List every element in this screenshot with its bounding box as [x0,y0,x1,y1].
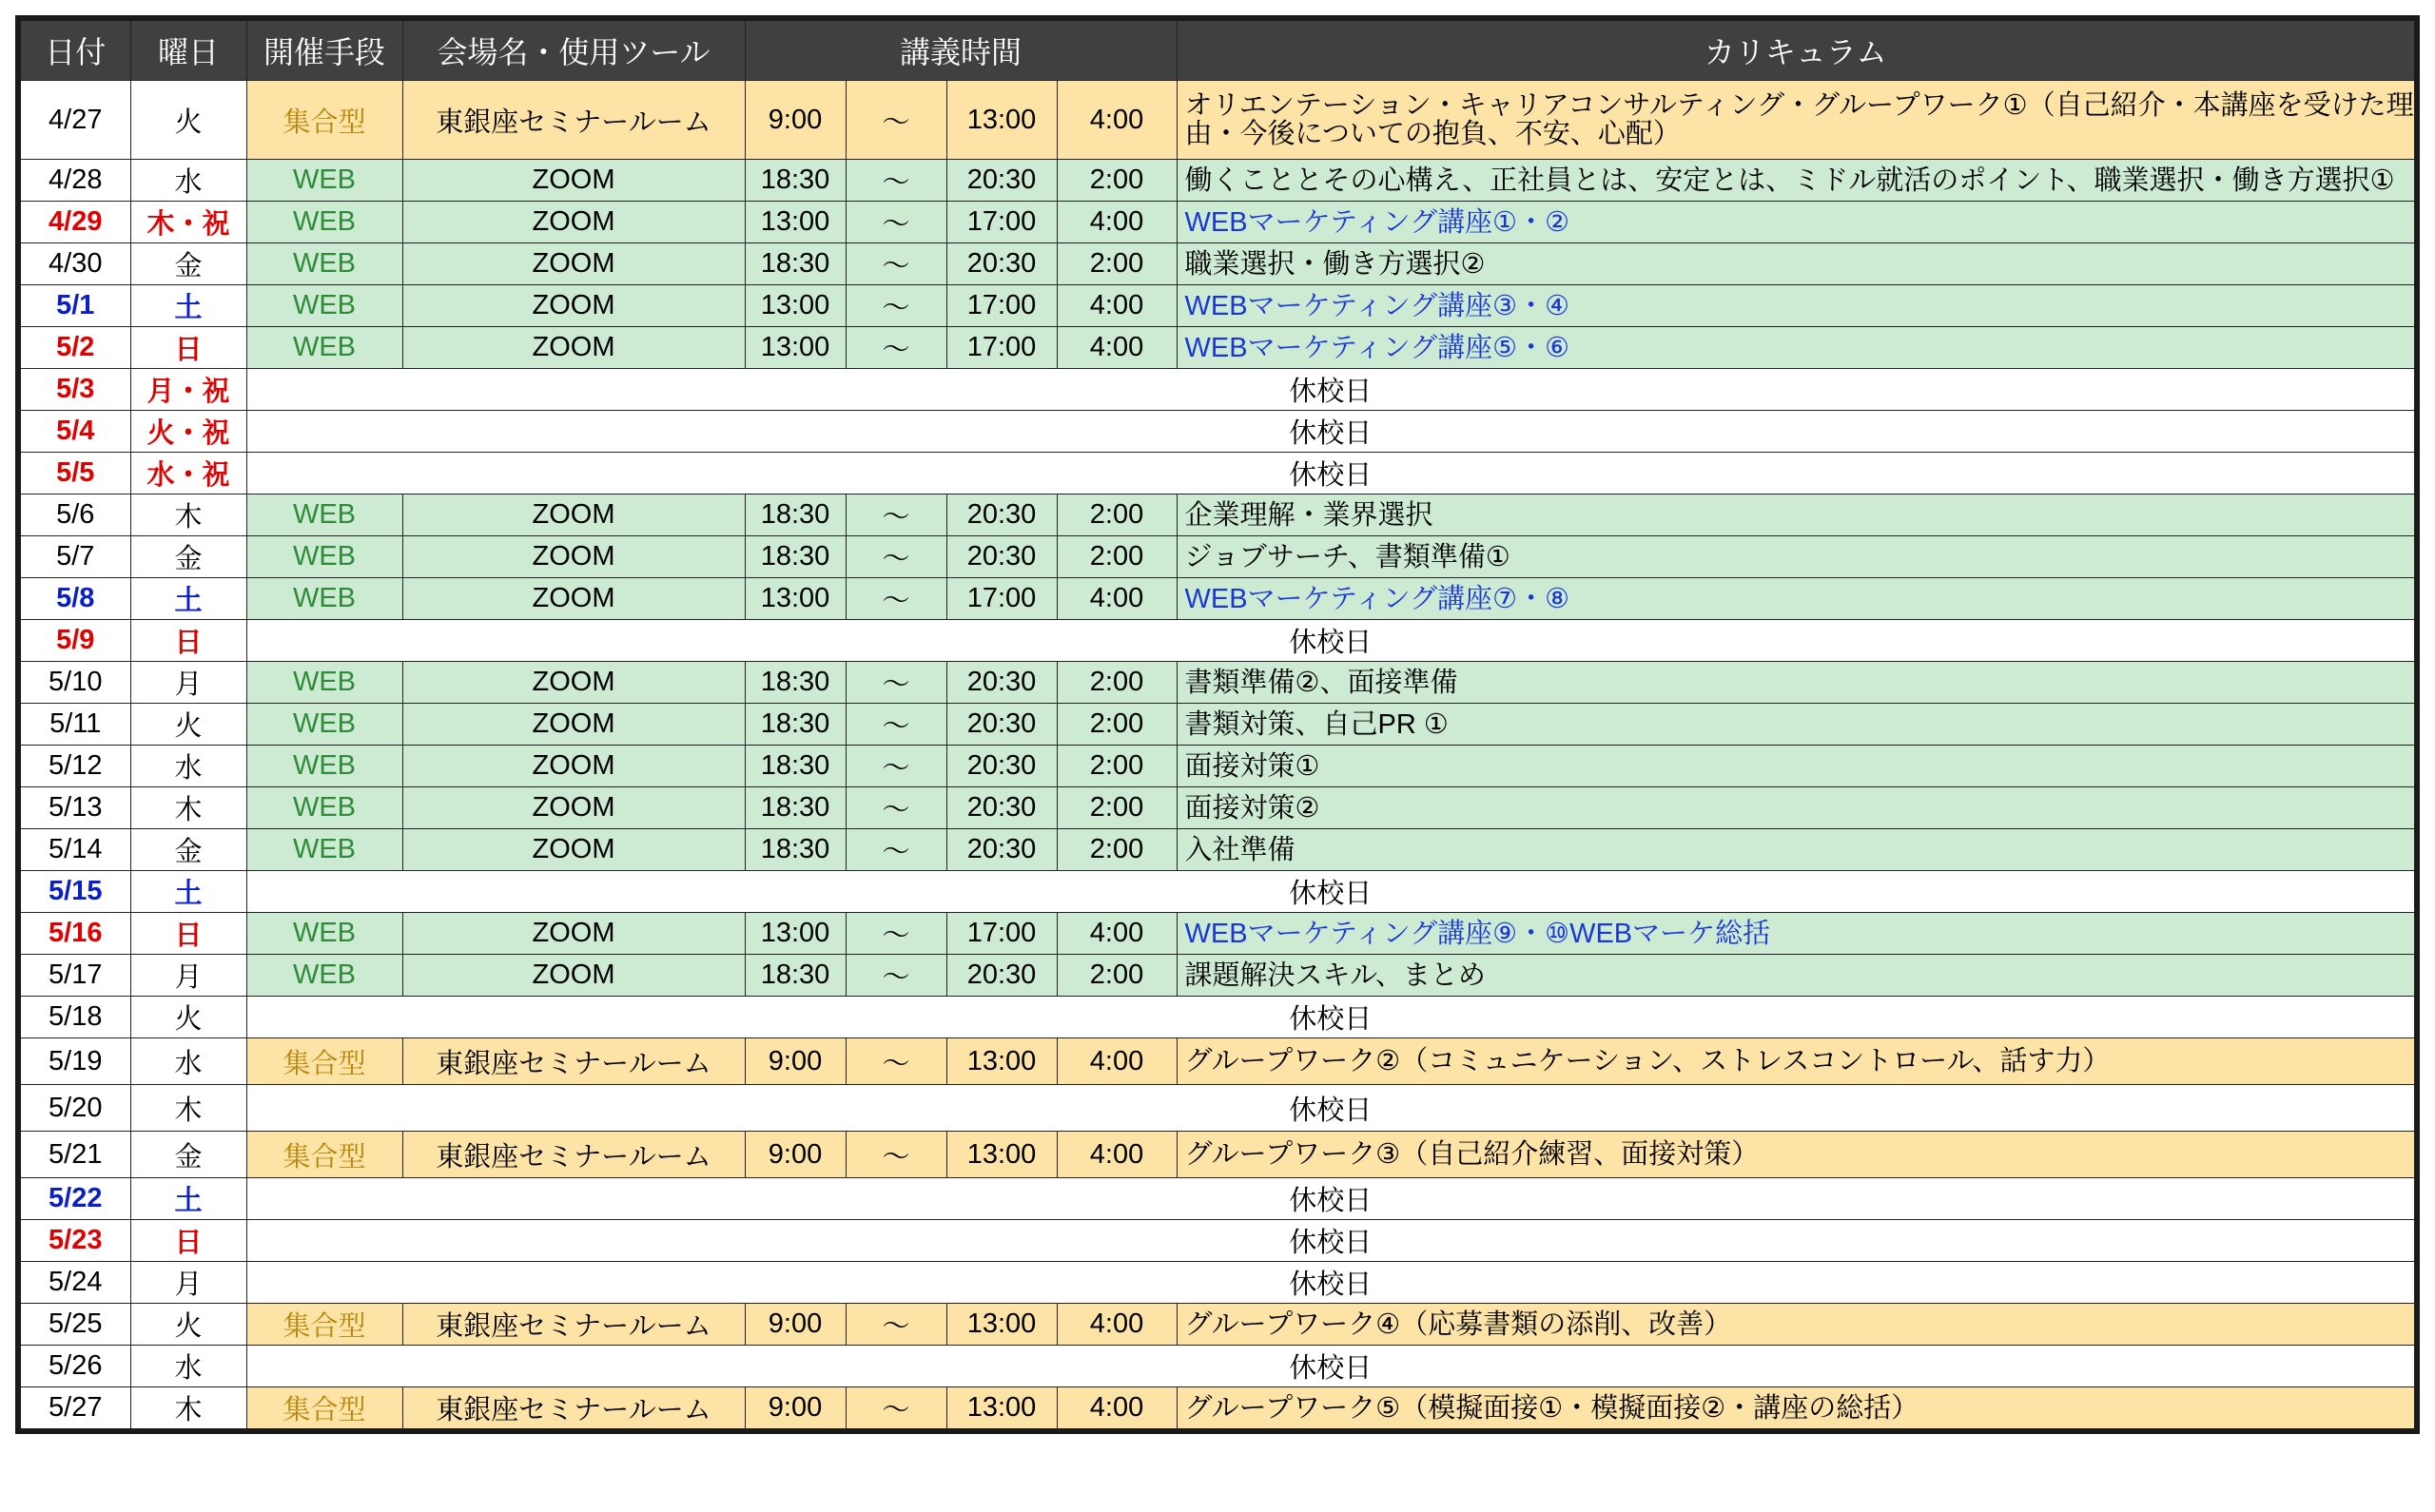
date-cell: 5/20 [18,1085,130,1132]
weekday-cell: 金 [130,243,246,285]
table-row [18,536,2417,578]
date-cell: 5/21 [18,1132,130,1178]
table-row [18,81,2417,160]
weekday-cell: 木 [130,1085,246,1132]
curriculum-cell: WEBマーケティング講座⑤・⑥ [1177,327,2417,369]
curriculum-cell: 課題解決スキル、まとめ [1177,955,2417,997]
venue-cell: ZOOM [402,746,745,787]
duration-cell: 2:00 [1057,704,1177,746]
end-time-cell: 17:00 [946,913,1057,955]
end-time-cell: 20:30 [946,829,1057,871]
time-separator-cell: 〜 [846,662,946,704]
table-row [18,620,2417,662]
weekday-cell: 月 [130,1262,246,1304]
date-cell: 5/4 [18,411,130,453]
time-separator-cell: 〜 [846,243,946,285]
curriculum-cell: WEBマーケティング講座③・④ [1177,285,2417,327]
closed-cell: 休校日 [246,1085,2417,1132]
weekday-cell: 月・祝 [130,369,246,411]
weekday-cell: 土 [130,578,246,620]
venue-cell: ZOOM [402,955,745,997]
mode-cell: 集合型 [246,1132,402,1178]
date-cell: 5/8 [18,578,130,620]
curriculum-cell: WEBマーケティング講座①・② [1177,202,2417,243]
date-cell: 4/28 [18,160,130,202]
mode-cell: WEB [246,536,402,578]
end-time-cell: 13:00 [946,1038,1057,1085]
header-mode: 開催手段 [246,18,402,81]
end-time-cell: 13:00 [946,1304,1057,1346]
venue-cell: 東銀座セミナールーム [402,1304,745,1346]
table-row [18,1085,2417,1132]
duration-cell: 2:00 [1057,829,1177,871]
time-separator-cell: 〜 [846,704,946,746]
curriculum-cell: グループワーク⑤（模擬面接①・模擬面接②・講座の総括） [1177,1387,2417,1432]
weekday-cell: 日 [130,1220,246,1262]
weekday-cell: 土 [130,871,246,913]
date-cell: 5/15 [18,871,130,913]
duration-cell: 2:00 [1057,243,1177,285]
date-cell: 5/5 [18,453,130,494]
table-row [18,411,2417,453]
weekday-cell: 火 [130,704,246,746]
date-cell: 5/13 [18,787,130,829]
date-cell: 5/14 [18,829,130,871]
header-date: 日付 [18,18,130,81]
curriculum-cell: 書類対策、自己PR ① [1177,704,2417,746]
start-time-cell: 18:30 [745,243,846,285]
start-time-cell: 18:30 [745,494,846,536]
table-row [18,494,2417,536]
mode-cell: WEB [246,494,402,536]
table-row [18,1038,2417,1085]
table-row [18,1178,2417,1220]
time-separator-cell: 〜 [846,327,946,369]
mode-cell: WEB [246,829,402,871]
weekday-cell: 月 [130,662,246,704]
table-row [18,997,2417,1038]
venue-cell: ZOOM [402,662,745,704]
end-time-cell: 17:00 [946,327,1057,369]
date-cell: 5/19 [18,1038,130,1085]
schedule-wrapper [15,15,2420,1434]
time-separator-cell: 〜 [846,1387,946,1432]
weekday-cell: 水 [130,746,246,787]
date-cell: 5/17 [18,955,130,997]
start-time-cell: 13:00 [745,578,846,620]
start-time-cell: 9:00 [745,1304,846,1346]
header-venue: 会場名・使用ツール [402,18,745,81]
venue-cell: ZOOM [402,787,745,829]
weekday-cell: 金 [130,1132,246,1178]
date-cell: 5/7 [18,536,130,578]
start-time-cell: 18:30 [745,787,846,829]
date-cell: 5/22 [18,1178,130,1220]
curriculum-cell: オリエンテーション・キャリアコンサルティング・グループワーク①（自己紹介・本講座を受けた理由・今後についての抱負、不安、心配） [1177,81,2417,160]
end-time-cell: 20:30 [946,787,1057,829]
table-row [18,704,2417,746]
weekday-cell: 水・祝 [130,453,246,494]
venue-cell: 東銀座セミナールーム [402,1132,745,1178]
table-row [18,1262,2417,1304]
venue-cell: ZOOM [402,578,745,620]
end-time-cell: 13:00 [946,81,1057,160]
end-time-cell: 17:00 [946,202,1057,243]
mode-cell: 集合型 [246,1038,402,1085]
weekday-cell: 土 [130,1178,246,1220]
header-weekday: 曜日 [130,18,246,81]
mode-cell: WEB [246,160,402,202]
closed-cell: 休校日 [246,453,2417,494]
curriculum-cell: グループワーク③（自己紹介練習、面接対策） [1177,1132,2417,1178]
start-time-cell: 13:00 [745,285,846,327]
start-time-cell: 13:00 [745,327,846,369]
end-time-cell: 20:30 [946,746,1057,787]
duration-cell: 4:00 [1057,1132,1177,1178]
start-time-cell: 18:30 [745,955,846,997]
weekday-cell: 木 [130,494,246,536]
mode-cell: 集合型 [246,1387,402,1432]
date-cell: 5/23 [18,1220,130,1262]
start-time-cell: 9:00 [745,1038,846,1085]
curriculum-cell: 入社準備 [1177,829,2417,871]
duration-cell: 4:00 [1057,1304,1177,1346]
weekday-cell: 火 [130,997,246,1038]
date-cell: 5/11 [18,704,130,746]
venue-cell: 東銀座セミナールーム [402,81,745,160]
time-separator-cell: 〜 [846,746,946,787]
start-time-cell: 18:30 [745,704,846,746]
table-row [18,453,2417,494]
date-cell: 5/24 [18,1262,130,1304]
table-row [18,829,2417,871]
table-row [18,202,2417,243]
table-row [18,369,2417,411]
mode-cell: WEB [246,327,402,369]
weekday-cell: 水 [130,1038,246,1085]
duration-cell: 4:00 [1057,285,1177,327]
weekday-cell: 日 [130,327,246,369]
start-time-cell: 9:00 [745,1387,846,1432]
mode-cell: WEB [246,578,402,620]
mode-cell: WEB [246,243,402,285]
venue-cell: 東銀座セミナールーム [402,1038,745,1085]
start-time-cell: 18:30 [745,829,846,871]
closed-cell: 休校日 [246,1346,2417,1387]
header-time: 講義時間 [745,18,1177,81]
curriculum-cell: ジョブサーチ、書類準備① [1177,536,2417,578]
venue-cell: ZOOM [402,494,745,536]
table-row [18,285,2417,327]
mode-cell: WEB [246,704,402,746]
weekday-cell: 月 [130,955,246,997]
date-cell: 5/27 [18,1387,130,1432]
mode-cell: WEB [246,202,402,243]
venue-cell: ZOOM [402,536,745,578]
curriculum-cell: 働くこととその心構え、正社員とは、安定とは、ミドル就活のポイント、職業選択・働き方選択① [1177,160,2417,202]
schedule-body [18,81,2417,1432]
duration-cell: 4:00 [1057,578,1177,620]
table-row [18,1346,2417,1387]
venue-cell: ZOOM [402,913,745,955]
closed-cell: 休校日 [246,1178,2417,1220]
time-separator-cell: 〜 [846,1304,946,1346]
date-cell: 5/1 [18,285,130,327]
time-separator-cell: 〜 [846,829,946,871]
curriculum-cell: グループワーク②（コミュニケーション、ストレスコントロール、話す力） [1177,1038,2417,1085]
date-cell: 5/2 [18,327,130,369]
duration-cell: 4:00 [1057,327,1177,369]
curriculum-cell: 書類準備②、面接準備 [1177,662,2417,704]
time-separator-cell: 〜 [846,202,946,243]
duration-cell: 2:00 [1057,160,1177,202]
venue-cell: ZOOM [402,285,745,327]
end-time-cell: 20:30 [946,662,1057,704]
date-cell: 4/29 [18,202,130,243]
date-cell: 4/30 [18,243,130,285]
time-separator-cell: 〜 [846,955,946,997]
curriculum-cell: グループワーク④（応募書類の添削、改善） [1177,1304,2417,1346]
time-separator-cell: 〜 [846,787,946,829]
duration-cell: 4:00 [1057,81,1177,160]
end-time-cell: 20:30 [946,704,1057,746]
header-curriculum: カリキュラム [1177,18,2417,81]
time-separator-cell: 〜 [846,1132,946,1178]
table-row [18,243,2417,285]
duration-cell: 4:00 [1057,1038,1177,1085]
date-cell: 5/18 [18,997,130,1038]
start-time-cell: 18:30 [745,536,846,578]
weekday-cell: 火 [130,1304,246,1346]
end-time-cell: 20:30 [946,536,1057,578]
table-row [18,746,2417,787]
end-time-cell: 20:30 [946,243,1057,285]
curriculum-cell: WEBマーケティング講座⑨・⑩WEBマーケ総括 [1177,913,2417,955]
weekday-cell: 木 [130,787,246,829]
date-cell: 5/3 [18,369,130,411]
end-time-cell: 20:30 [946,494,1057,536]
end-time-cell: 13:00 [946,1132,1057,1178]
table-row [18,871,2417,913]
closed-cell: 休校日 [246,369,2417,411]
mode-cell: WEB [246,746,402,787]
table-row [18,327,2417,369]
table-row [18,662,2417,704]
duration-cell: 4:00 [1057,913,1177,955]
weekday-cell: 日 [130,620,246,662]
date-cell: 5/9 [18,620,130,662]
duration-cell: 2:00 [1057,536,1177,578]
mode-cell: 集合型 [246,1304,402,1346]
curriculum-cell: 面接対策② [1177,787,2417,829]
start-time-cell: 13:00 [745,202,846,243]
weekday-cell: 金 [130,829,246,871]
venue-cell: ZOOM [402,704,745,746]
date-cell: 5/16 [18,913,130,955]
duration-cell: 2:00 [1057,494,1177,536]
closed-cell: 休校日 [246,1262,2417,1304]
table-row [18,578,2417,620]
time-separator-cell: 〜 [846,81,946,160]
venue-cell: ZOOM [402,243,745,285]
curriculum-cell: 面接対策① [1177,746,2417,787]
time-separator-cell: 〜 [846,285,946,327]
table-row [18,1220,2417,1262]
date-cell: 5/6 [18,494,130,536]
curriculum-cell: 企業理解・業界選択 [1177,494,2417,536]
time-separator-cell: 〜 [846,1038,946,1085]
end-time-cell: 17:00 [946,285,1057,327]
venue-cell: ZOOM [402,160,745,202]
table-row [18,160,2417,202]
weekday-cell: 日 [130,913,246,955]
closed-cell: 休校日 [246,620,2417,662]
closed-cell: 休校日 [246,411,2417,453]
table-row [18,955,2417,997]
duration-cell: 2:00 [1057,787,1177,829]
time-separator-cell: 〜 [846,536,946,578]
duration-cell: 4:00 [1057,202,1177,243]
time-separator-cell: 〜 [846,160,946,202]
time-separator-cell: 〜 [846,578,946,620]
weekday-cell: 火・祝 [130,411,246,453]
date-cell: 5/25 [18,1304,130,1346]
end-time-cell: 13:00 [946,1387,1057,1432]
table-row [18,1304,2417,1346]
table-row [18,787,2417,829]
duration-cell: 2:00 [1057,662,1177,704]
mode-cell: WEB [246,285,402,327]
venue-cell: 東銀座セミナールーム [402,1387,745,1432]
weekday-cell: 水 [130,1346,246,1387]
date-cell: 5/10 [18,662,130,704]
closed-cell: 休校日 [246,997,2417,1038]
header-row [18,18,2417,81]
end-time-cell: 20:30 [946,955,1057,997]
time-separator-cell: 〜 [846,494,946,536]
mode-cell: WEB [246,913,402,955]
closed-cell: 休校日 [246,871,2417,913]
start-time-cell: 18:30 [745,160,846,202]
start-time-cell: 18:30 [745,746,846,787]
table-row [18,1387,2417,1432]
mode-cell: WEB [246,787,402,829]
venue-cell: ZOOM [402,202,745,243]
duration-cell: 2:00 [1057,746,1177,787]
duration-cell: 4:00 [1057,1387,1177,1432]
venue-cell: ZOOM [402,327,745,369]
end-time-cell: 20:30 [946,160,1057,202]
table-row [18,1132,2417,1178]
weekday-cell: 木・祝 [130,202,246,243]
start-time-cell: 9:00 [745,81,846,160]
table-row [18,913,2417,955]
weekday-cell: 金 [130,536,246,578]
schedule-table [15,15,2420,1434]
curriculum-cell: WEBマーケティング講座⑦・⑧ [1177,578,2417,620]
mode-cell: WEB [246,955,402,997]
start-time-cell: 13:00 [745,913,846,955]
mode-cell: 集合型 [246,81,402,160]
date-cell: 5/26 [18,1346,130,1387]
date-cell: 4/27 [18,81,130,160]
weekday-cell: 火 [130,81,246,160]
mode-cell: WEB [246,662,402,704]
start-time-cell: 9:00 [745,1132,846,1178]
end-time-cell: 17:00 [946,578,1057,620]
curriculum-cell: 職業選択・働き方選択② [1177,243,2417,285]
weekday-cell: 水 [130,160,246,202]
date-cell: 5/12 [18,746,130,787]
closed-cell: 休校日 [246,1220,2417,1262]
duration-cell: 2:00 [1057,955,1177,997]
weekday-cell: 木 [130,1387,246,1432]
venue-cell: ZOOM [402,829,745,871]
time-separator-cell: 〜 [846,913,946,955]
weekday-cell: 土 [130,285,246,327]
start-time-cell: 18:30 [745,662,846,704]
